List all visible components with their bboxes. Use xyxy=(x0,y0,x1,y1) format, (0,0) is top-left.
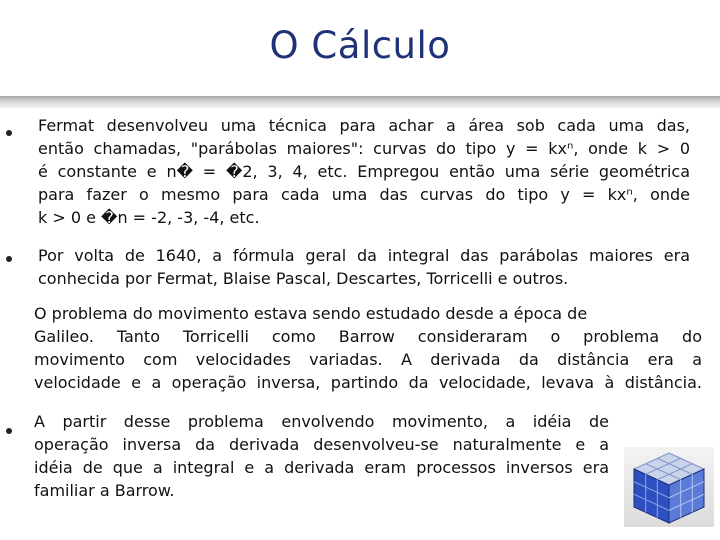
bullet-paragraph-fermat xyxy=(38,114,690,229)
text-line: velocidade e a operação inversa, partindo da velocidade, levava à distância. xyxy=(34,373,702,392)
title-divider xyxy=(0,96,720,108)
text-line: A partir desse problema envolvendo movimento, a idéia de xyxy=(34,412,609,431)
text-line: então chamadas, "parábolas maiores": curvas do tipo y = kxⁿ, onde k > 0 xyxy=(38,139,690,158)
text-line: k > 0 e �n = -2, -3, -4, etc. xyxy=(38,208,260,227)
text-line: Galileo. Tanto Torricelli como Barrow consideraram o problema do xyxy=(34,327,702,346)
slide-title: O Cálculo xyxy=(269,24,451,67)
bullet-paragraph-barrow xyxy=(34,410,609,502)
bullet-paragraph-1640 xyxy=(38,244,690,290)
text-line: idéia de que a integral e a derivada eram processos inversos era xyxy=(34,458,609,477)
text-line: Fermat desenvolveu uma técnica para achar a área sob cada uma das, xyxy=(38,116,690,135)
text-line: familiar a Barrow. xyxy=(34,481,175,500)
text-line: Por volta de 1640, a fórmula geral da integral das parábolas maiores era xyxy=(38,246,690,265)
text-line: para fazer o mesmo para cada uma das curvas do tipo y = kxⁿ, onde xyxy=(38,185,690,204)
text-line: conhecida por Fermat, Blaise Pascal, Descartes, Torricelli e outros. xyxy=(38,269,569,288)
cube-icon xyxy=(624,447,714,527)
text-line: é constante e n� = �2, 3, 4, etc. Empregou então uma série geométrica xyxy=(38,162,690,181)
bullet-dot xyxy=(6,256,12,262)
bullet-dot xyxy=(6,428,12,434)
bullet-dot xyxy=(6,130,12,136)
text-line: movimento com velocidades variadas. A derivada da distância era a xyxy=(34,350,702,369)
cube-icon-panel xyxy=(624,447,714,527)
paragraph-movimento xyxy=(34,302,702,394)
text-line: O problema do movimento estava sendo estudado desde a época de xyxy=(34,304,588,323)
text-line: operação inversa da derivada desenvolveu-se naturalmente e a xyxy=(34,435,609,454)
